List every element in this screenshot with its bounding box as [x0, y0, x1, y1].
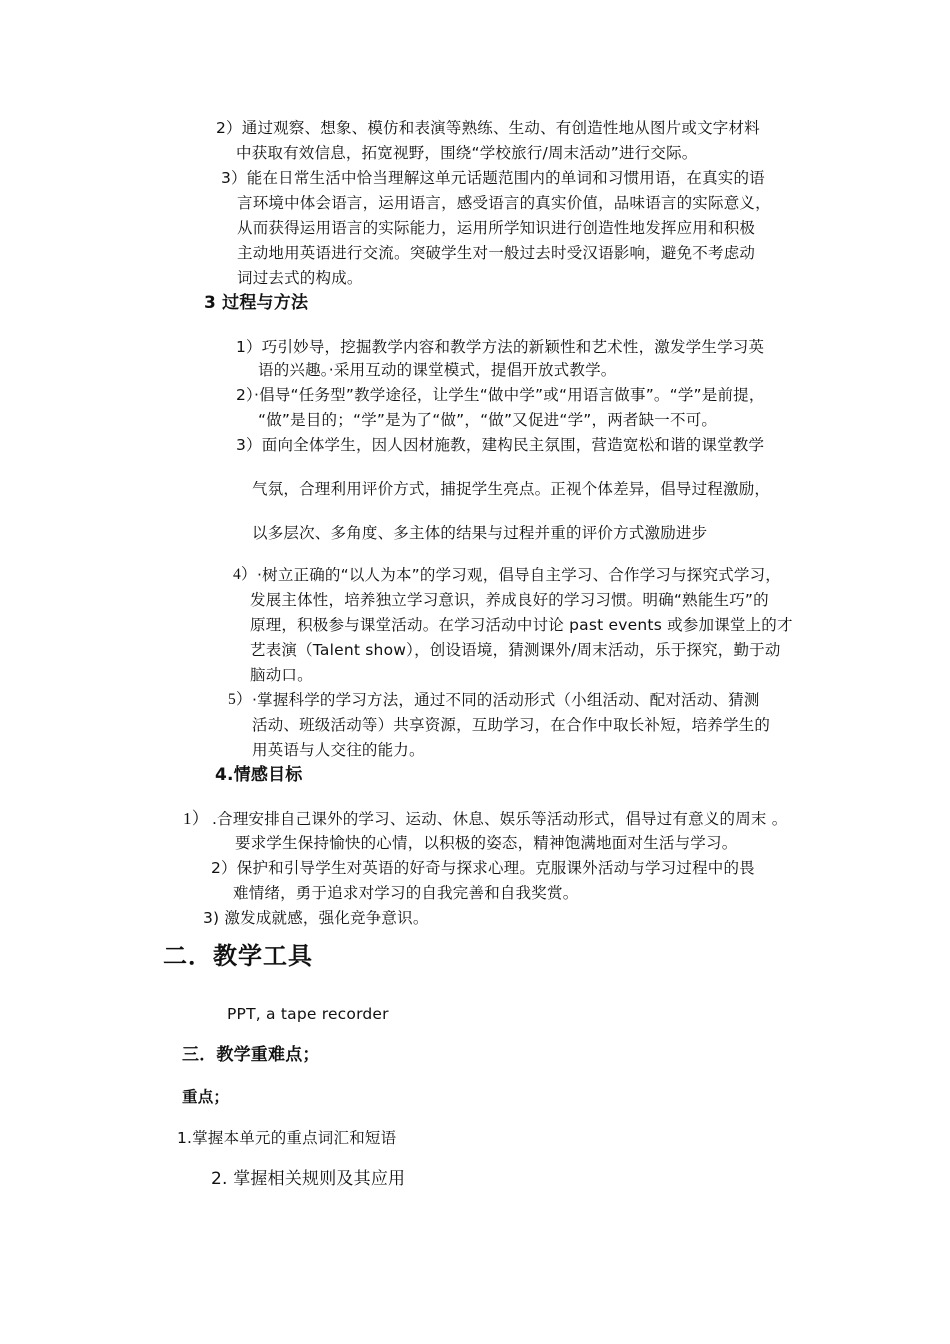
keypoints-subheading: 重点；: [182, 1088, 230, 1106]
process-item-4-line-3: 原理，积极参与课堂活动。在学习活动中讨论 past events 或参加课堂上的才: [250, 616, 793, 634]
process-item-5-line-3: 用英语与人交往的能力。: [252, 741, 425, 759]
skills-item-3-line-4: 主动地用英语进行交流。突破学生对一般过去时受汉语影响，避免不考虑动: [237, 244, 756, 262]
skills-item-2-line-2: 中获取有效信息，拓宽视野，围绕“学校旅行/周末活动”进行交际。: [236, 144, 698, 162]
process-item-1-line-1: 1）巧引妙导，挖掘教学内容和教学方法的新颖性和艺术性，激发学生学习英: [236, 338, 765, 356]
process-item-5-line-2: 活动、班级活动等）共享资源，互助学习，在合作中取长补短，培养学生的: [252, 716, 771, 734]
process-item-4-line-2: 发展主体性，培养独立学习意识，养成良好的学习习惯。明确“熟能生巧”的: [250, 591, 769, 609]
process-item-3-line-2: 气氛，合理利用评价方式，捕捉学生亮点。正视个体差异，倡导过程激励，: [252, 480, 771, 498]
keypoints-item-1: 1.掌握本单元的重点词汇和短语: [177, 1129, 397, 1147]
process-item-4-line-4: 艺表演（Talent show），创设语境，猜测课外/周末活动，乐于探究，勤于动: [250, 641, 781, 659]
keypoints-item-2: 2. 掌握相关规则及其应用: [211, 1169, 406, 1189]
skills-item-3-line-3: 从而获得运用语言的实际能力，运用所学知识进行创造性地发挥应用和积极: [237, 219, 756, 237]
skills-item-3-line-1: 3）能在日常生活中恰当理解这单元话题范围内的单词和习惯用语，在真实的语: [221, 169, 765, 187]
process-item-3-line-3: 以多层次、多角度、多主体的结果与过程并重的评价方式激励进步: [252, 524, 708, 542]
skills-item-2-line-1: 2）通过观察、想象、模仿和表演等熟练、生动、有创造性地从图片或文字材料: [216, 119, 760, 137]
skills-item-3-line-2: 言环境中体会语言，运用语言，感受语言的真实价值，品味语言的实际意义，: [237, 194, 771, 212]
emotion-item-1-line-1: .合理安排自己课外的学习、运动、休息、娱乐等活动形式，倡导过有意义的周末 。: [212, 810, 788, 828]
emotion-item-2-line-2: 难情绪，勇于追求对学习的自我完善和自我奖赏。: [233, 884, 579, 902]
process-item-5-number: 5）: [228, 691, 252, 708]
process-item-4-line-5: 脑动口。: [250, 666, 313, 684]
process-heading: 3 过程与方法: [204, 293, 309, 313]
emotion-item-1-number: 1）: [183, 809, 209, 828]
keypoints-heading: 三．教学重难点；: [182, 1045, 320, 1065]
process-item-5-line-1: ·掌握科学的学习方法，通过不同的活动形式（小组活动、配对活动、猜测: [252, 691, 760, 709]
tools-body: PPT, a tape recorder: [227, 1005, 389, 1023]
tools-heading: 二．教学工具: [163, 942, 313, 970]
emotion-item-2-line-1: 2）保护和引导学生对英语的好奇与探求心理。克服课外活动与学习过程中的畏: [211, 859, 755, 877]
process-item-1-line-2: 语的兴趣。·采用互动的课堂模式，提倡开放式教学。: [258, 361, 617, 379]
process-item-4-number: 4）: [233, 566, 257, 583]
emotion-item-1-line-2: 要求学生保持愉快的心情，以积极的姿态，精神饱满地面对生活与学习。: [235, 834, 738, 852]
emotion-heading: 4.情感目标: [215, 765, 303, 785]
emotion-item-3: 3) 激发成就感，强化竞争意识。: [203, 909, 429, 927]
process-item-3-line-1: 3）面向全体学生，因人因材施教，建构民主氛围，营造宽松和谐的课堂教学: [236, 436, 765, 454]
process-item-2-line-1: 2）·倡导“任务型”教学途径，让学生“做中学”或“用语言做事”。“学”是前提，: [236, 386, 765, 404]
process-item-2-line-2: “做”是目的；“学”是为了“做”，“做”又促进“学”，两者缺一不可。: [258, 411, 718, 429]
skills-item-3-line-5: 词过去式的构成。: [237, 269, 363, 287]
process-item-4-line-1: ·树立正确的“以人为本”的学习观，倡导自主学习、合作学习与探究式学习，: [257, 566, 781, 584]
